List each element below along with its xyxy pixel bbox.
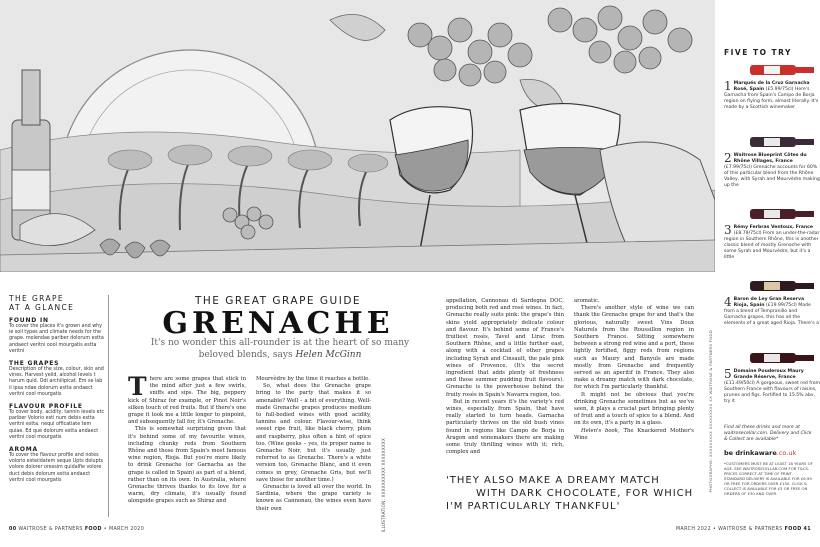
- wine-desc: Made from a blend of Tempranillo and Garnacha grapes, this has all the elements of a great aged Rioja. There's a: [724, 303, 819, 326]
- article-paragraph: It might not be obvious that you're drinking Grenache sometimes but as we've seen, it plays a crucial part bringing plenty of fruit and a touch of spice to a blend. And on its own, it's a party in a glass.: [574, 391, 694, 427]
- glance-text: To cover the flavour profile and notes volorio esteiidatem seque Upts dolupts volore dolorer oressim quidalfie volore duct debis dolorum estta andaect veritni cool mourgatis: [9, 453, 104, 483]
- article-paragraph: But in recent years it's the variety's red wines, especially from Spain, that have really started to turn heads. Garnacha particularly thrives on the old bush vines found in regions like Campo de Borja in Aragon and winemakers there are making some truly thrilling wines with it; rich, complex and: [446, 398, 564, 456]
- author-name: Helen McGinn: [295, 350, 362, 360]
- footer-date: MARCH 2020: [108, 527, 145, 532]
- article-paragraph: Mourvèdre by the time it reaches a bottle.: [256, 376, 370, 382]
- grenache-illustration: [0, 0, 715, 272]
- wine-price: (£19.99/75cl): [765, 303, 797, 308]
- wine-name: Marqués de la Cruz Garnacha Rosé, Spain: [733, 81, 810, 92]
- book-credit: [574, 428, 694, 442]
- footer-brand: WAITROSE & PARTNERS: [18, 527, 83, 532]
- footer-left: 00 WAITROSE & PARTNERS FOOD • MARCH 2020: [9, 527, 145, 532]
- photo-credit: PHOTOGRAPHS: XXXXXXXXX XXXXXXXXX XX WAITROSE & PARTNERS FOOD: [708, 330, 713, 493]
- pull-quote-line: I'M PARTICULARLY THANKFUL': [446, 501, 621, 512]
- wine-item: [724, 207, 820, 279]
- five-to-try: [718, 0, 820, 547]
- article-paragraph: aromatic.: [574, 298, 600, 304]
- book-credit-title: Helen's book,: [581, 427, 620, 434]
- wine-price: (£5.99/75cl): [765, 87, 794, 92]
- wine-description-block: [724, 153, 820, 189]
- stockist-note: Find all these drinks and more at waitrosecellar.com. Delivery and Click & Collect are available*: [724, 425, 812, 442]
- wine-item: [724, 351, 820, 423]
- wine-name: Baron de Ley Gran Reserva Rioja, Spain: [733, 297, 805, 308]
- article-column-3: [446, 298, 564, 456]
- wine-description-block: [724, 81, 820, 111]
- wine-number: 4: [724, 295, 732, 309]
- glance-heading: THE GRAPES: [9, 360, 60, 368]
- glance-title-line1: THE GRAPE: [9, 294, 65, 303]
- wine-bottle-icon: [750, 207, 814, 221]
- wine-desc: Grenache accounts for 60% of this particular blend from the Rhône Valley, with Syrah and Mourvèdre making up the: [724, 165, 820, 188]
- article-column-4: [574, 298, 694, 442]
- wine-bottle-icon: [750, 135, 814, 149]
- wine-bottle-icon: [750, 63, 814, 77]
- article-column-2: [256, 376, 371, 513]
- glance-text: To cover body, acidity, tannin levels etc pariber Volorio esti num debis estta veritni estta. nequi officatiate tem quiae. Ed que dolorum estta andaect veritni cool mourgatis: [9, 410, 105, 440]
- glance-heading: FOUND IN: [9, 317, 49, 324]
- wine-name: Domaine Pouderoux Maury Grande Réserve, France: [733, 369, 804, 380]
- wine-number: 1: [724, 79, 732, 93]
- article-paragraph: So, what does the Grenache grape bring to the party that makes it so amenable? Well – a bit of everything. Well-made Grenache grapes produces medium to full-bodied wines with good acidity, tannins and colour. Flavour-wise, think sweet ripe fruit, like black cherry, plum and raspberry, plus often a hint of spice too. (Wine geeks – yes, its proper name is Grenache Noir, but it's usually just referred to as Grenache. There's a white version too, Grenache Blanc, and it even comes in grey, Grenache Gris, but we'll save those for another time.): [256, 383, 371, 483]
- illustration-credit: ILLUSTRATION: XXXXXXXXXX XXXXXXXXX: [381, 438, 386, 533]
- column-divider: [108, 295, 109, 517]
- wine-bottle-icon: [750, 279, 814, 293]
- wine-desc: Here's Garnacha from Spain's Campo de Borja region on flying form, almost literally. It's made by a Scottish winemaker: [724, 87, 819, 110]
- page-title: GRENACHE: [162, 306, 394, 341]
- wine-name: Waitrose Blueprint Côtes du Rhône Villages, France: [733, 153, 807, 164]
- glance-section-the-grapes: [9, 360, 105, 398]
- header-illustration: [0, 0, 715, 272]
- wine-item: [724, 63, 819, 135]
- article-column-1: [128, 372, 246, 506]
- wine-desc: A gorgeous, sweet red from Southern France with flavours of raisins, prunes and figs. Fortified to 15.5% abv, try it: [724, 381, 820, 404]
- drop-cap: T: [128, 372, 147, 401]
- standfirst-text: It's no wonder this all-rounder is at the heart of so many beloved blends, says: [150, 338, 410, 360]
- glance-title: [9, 294, 105, 312]
- wine-name: Rémy Ferbras Ventoux, France: [733, 225, 813, 230]
- pull-quote: [446, 474, 696, 513]
- drinkaware-logo[interactable]: [724, 449, 814, 457]
- glance-text: To cover the places it's grown and why ie soil types and climate needs for the grape. molendae pariber dolorum estta andaect veritni oool mourgatis estta veritni: [9, 324, 104, 354]
- wine-number: 3: [724, 223, 732, 237]
- footer-brand: WAITROSE & PARTNERS: [718, 527, 783, 532]
- glance-heading: FLAVOUR PROFILE: [9, 403, 83, 411]
- glance-title-line2: AT A GLANCE: [9, 303, 75, 312]
- article-paragraph: Grenache is loved all over the world. In Sardinia, where the grape variety is known as Cannonau, the wines even have their own: [256, 484, 371, 512]
- wine-item: [724, 135, 820, 207]
- grape-at-a-glance: [9, 294, 105, 484]
- glance-section-aroma: [9, 446, 105, 484]
- logo-main: be drinkaware: [724, 449, 777, 457]
- wine-price: (£7.99/75cl): [724, 165, 752, 170]
- wine-number: 2: [724, 151, 732, 165]
- wine-item: [724, 279, 819, 351]
- pull-quote-line: WITH DARK CHOCOLATE, FOR WHICH: [476, 488, 694, 499]
- wine-price: (£8.79/75cl): [733, 231, 762, 236]
- glance-heading: AROMA: [9, 446, 38, 454]
- article-paragraph: appellation, Cannonau di Sardegna DOC, producing both red and rosé wines. In fact, Grenache really suits pink: the grape's thin skins yield appropriately delicate colour and flavour. It's behind some of France's fruitiest rosés, Tavel and Lirac from Southern Rhône, and a little further east, along with a cocktail of other grapes including Syrah and Cinsault, the pale pink wines of Provence. (It's the secret ingredient that adds plenty of freshness and those summer pudding fruit flavours). Grenache is the powerhouse behind the fruity rosés in Spain's Navarra region, too.: [446, 298, 564, 398]
- logo-suffix: .co.uk: [776, 449, 797, 457]
- page-number: 41: [803, 527, 811, 532]
- article-paragraph: [128, 372, 246, 426]
- footer-date: MARCH 2022: [675, 527, 712, 532]
- wine-desc: From an under-the-radar region in Southern Rhône, this is another classic blend of mostly Grenache with some Syrah and Mourvèdre, but it's a little: [724, 231, 820, 260]
- glance-section-found-in: [9, 317, 105, 355]
- wine-number: 5: [724, 367, 732, 381]
- pull-quote-line: 'THEY ALSO MAKE A DREAMY MATCH: [446, 475, 660, 486]
- article-paragraph: This is somewhat surprising given that it's behind some of my favourite wines, including chunky reds from Southern Rhône and those from Spain's most famous wine region, Rioja. But you're more likely to drink Grenache (or Garnacha as the grape is called in Spain) as part of a blend, rather than on its own. In Australia, where Grenache thrives thanks to its love for a warm, dry climate, it's usually found alongside grapes such as Shiraz and: [128, 426, 246, 505]
- glance-section-flavour-profile: [9, 403, 105, 441]
- article-paragraph: There's another style of wine we can thank the Grenache grape for and that's the glorious, naturally sweet Vins Doux Naturels from the Roussillon region in Southern France. Sitting somewhere between a strong red wine and a port, these lightly fortified, figgy reds from regions such as Maury and Banyuls are made mostly from Grenache and frequently served as an aperitif in France. They also make a dreamy match with dark chocolate, for which I'm particularly thankful.: [574, 305, 694, 391]
- five-to-try-title: FIVE TO TRY: [724, 48, 792, 57]
- wine-bottle-icon: [750, 351, 814, 365]
- book-credit-rest: The Knackered Mother's Wine: [574, 427, 695, 441]
- glance-text: Description of the size, colour, skin and vines. Harvest yeild, alcohol levels t harum quid. Odi archilipicat. Em se lab il ipsa ndae dolorum estta andaect veritni cool mourgatis: [9, 367, 104, 397]
- wine-price: (£11.49/50cl): [724, 381, 755, 386]
- wine-description-block: [724, 297, 820, 327]
- small-print: *CUSTOMERS MUST BE AT LEAST 18 YEARS OF AGE. SEE WAITROSECELLAR.COM FOR T&CS. PRICES CORRECT AT TIME OF PRINT. STANDARD DELIVERY IS AVAILABLE FOR £6.99 OR FREE FOR ORDERS OVER £150. CLICK & COLLECT IS AVAILABLE FOR £5 OR FREE ON ORDERS OF £30 AND OVER.: [724, 461, 813, 496]
- page-number: 00: [9, 527, 17, 532]
- footer-brand-bold: FOOD: [84, 527, 102, 532]
- section-kicker: THE GREAT GRAPE GUIDE: [194, 295, 362, 307]
- standfirst: [135, 337, 425, 361]
- footer-brand-bold: FOOD: [784, 527, 802, 532]
- paragraph-text: here are some grapes that stick in the mind after just a few swirls, sniffs and sips. The big, peppery kick of Shiraz for example, or Pinot Noir's silken touch of red fruits. But if there's one grape it took me a little longer to pinpoint, and subsequently fall for, it's Grenache.: [128, 376, 246, 426]
- wine-description-block: [724, 225, 820, 261]
- wine-description-block: [724, 369, 820, 405]
- footer-right: MARCH 2022 • WAITROSE & PARTNERS FOOD 41: [675, 527, 811, 532]
